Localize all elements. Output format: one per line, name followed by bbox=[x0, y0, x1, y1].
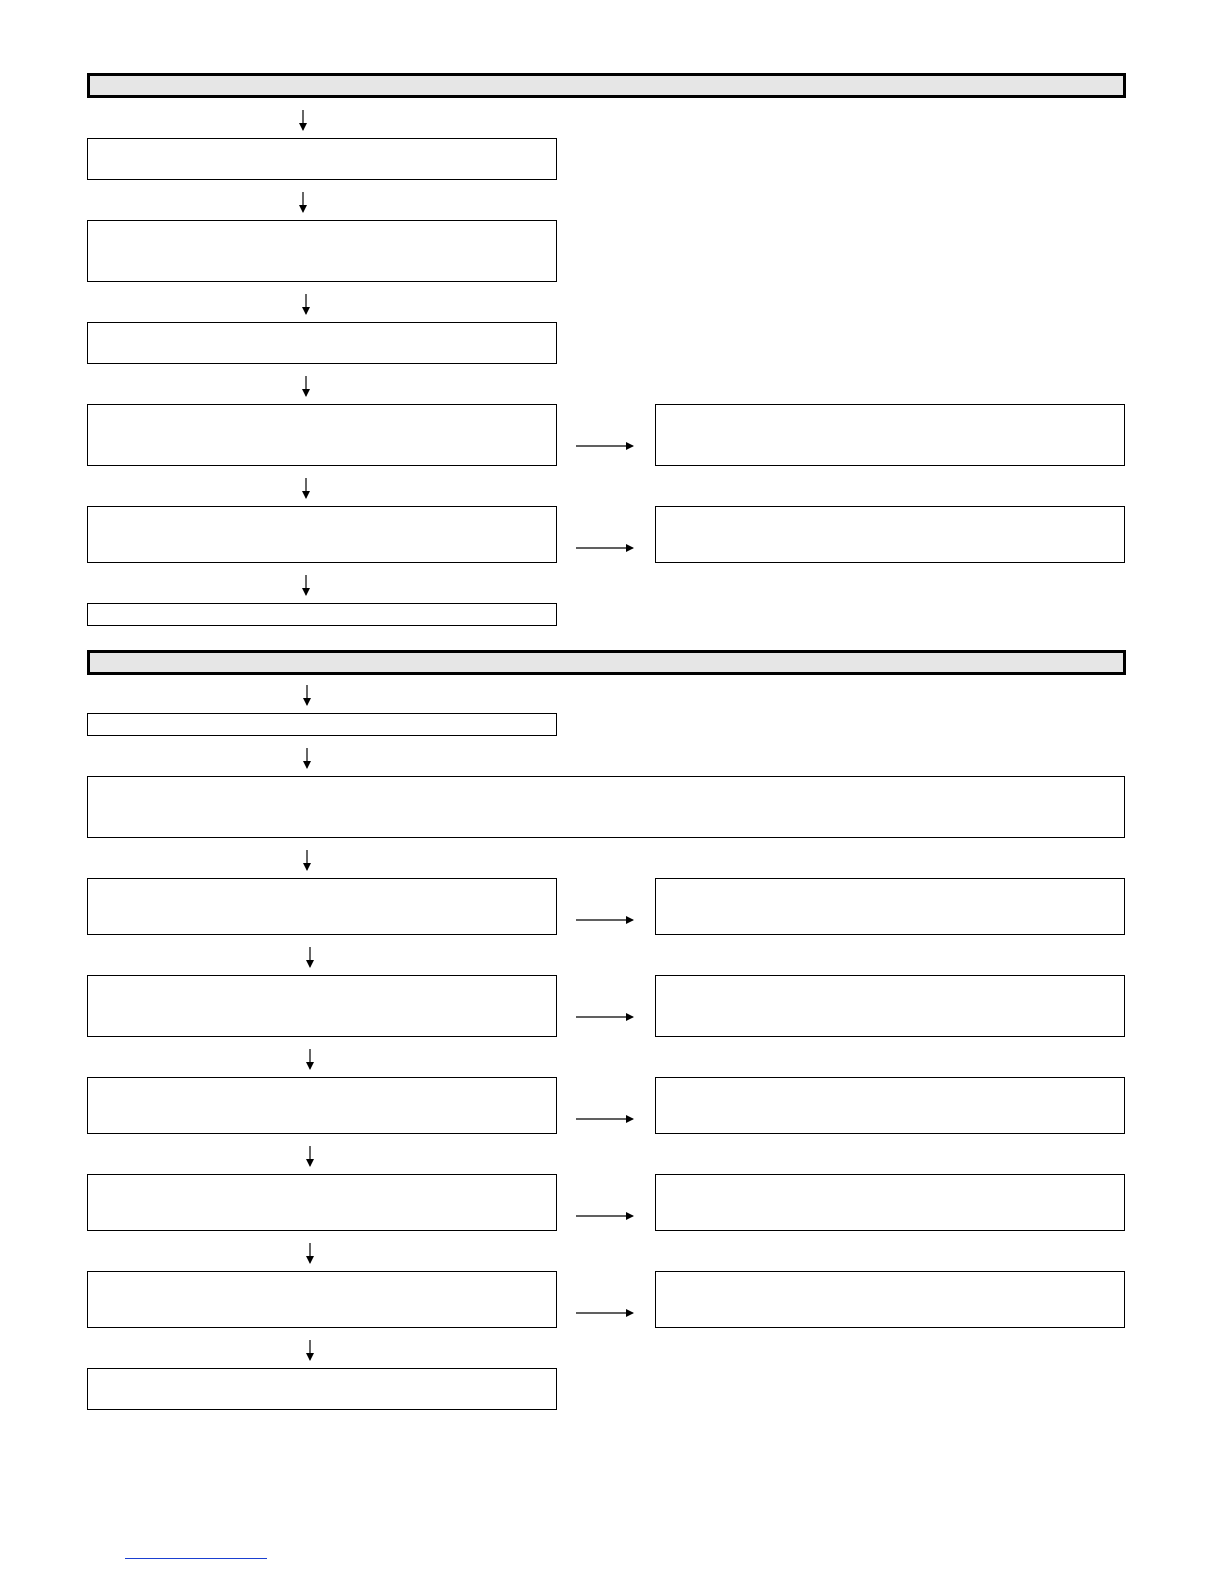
footer-link[interactable] bbox=[125, 1558, 267, 1559]
